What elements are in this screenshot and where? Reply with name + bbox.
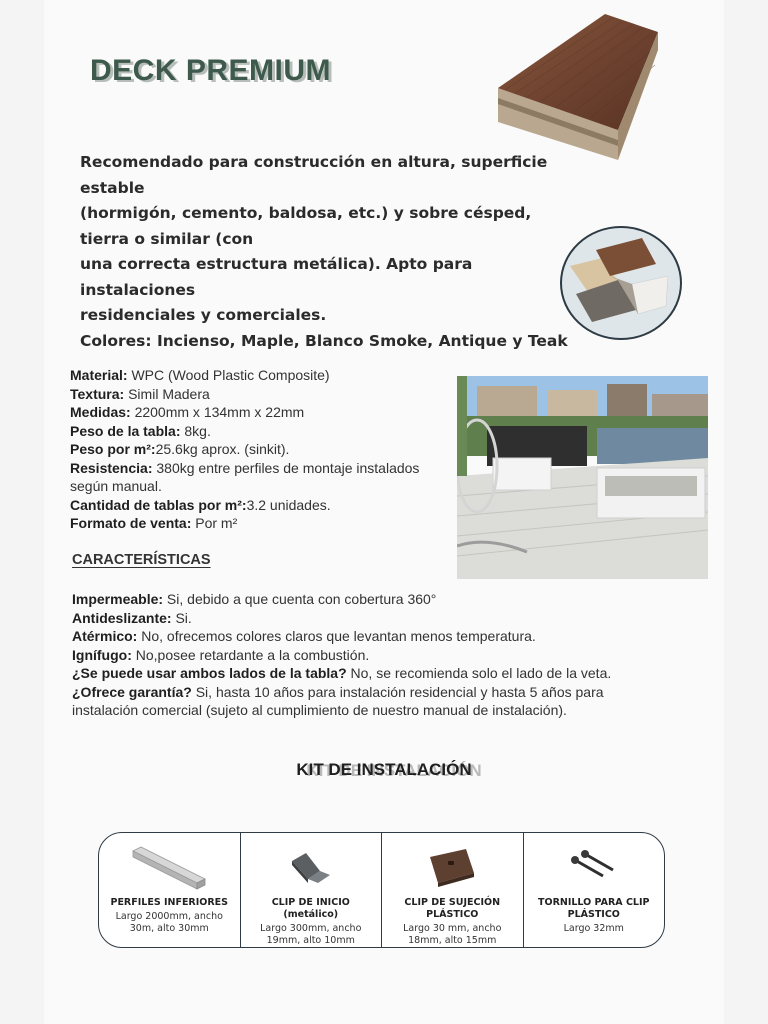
kit-item-desc: Largo 300mm, ancho 19mm, alto 10mm <box>260 923 362 946</box>
page-title: DECK PREMIUM <box>90 54 332 87</box>
feature-value: Si, hasta 10 años para instalación residencial y hasta 5 años para instalación comercial (sujeto al cumplimiento de nuestro manual de instalación). <box>72 683 604 718</box>
feature-value: Si. <box>171 609 192 626</box>
metal-clip-icon <box>241 839 382 895</box>
feature-row <box>72 609 672 628</box>
specs-list <box>70 366 455 533</box>
kit-item-name: CLIP DE SUJECIÓN PLÁSTICO <box>404 897 501 920</box>
terrace-photo <box>457 376 708 579</box>
kit-item-profiles <box>99 833 241 947</box>
kit-item-desc: Largo 32mm <box>563 923 624 934</box>
deck-board-image <box>490 10 660 160</box>
spec-label: Cantidad de tablas por m²: <box>70 496 247 513</box>
spec-row <box>70 459 455 496</box>
title-block <box>90 54 331 88</box>
intro-line: (hormigón, cemento, baldosa, etc.) y sobre césped, tierra o similar (con <box>80 204 532 248</box>
spec-row <box>70 514 455 533</box>
spec-value: WPC (Wood Plastic Composite) <box>127 367 330 383</box>
spec-value: 380kg entre perfiles de montaje instalados según manual. <box>70 459 420 494</box>
feature-value: No,posee retardante a la combustión. <box>131 646 370 663</box>
feature-row <box>72 646 672 665</box>
kit-item-desc: Largo 2000mm, ancho 30m, alto 30mm <box>115 911 223 934</box>
intro-line: residenciales y comerciales. <box>80 306 327 324</box>
spec-row <box>70 496 455 515</box>
feature-label: Ignífugo: <box>72 646 132 663</box>
feature-label: Antideslizante: <box>72 609 172 626</box>
feature-label: ¿Se puede usar ambos lados de la tabla? <box>72 665 347 681</box>
colors-line: Colores: Incienso, Maple, Blanco Smoke, Antique y Teak <box>80 331 568 350</box>
feature-label: Impermeable: <box>72 591 164 607</box>
intro-text <box>80 150 585 354</box>
spec-row <box>70 385 455 404</box>
aluminum-profile-icon <box>99 839 240 895</box>
spec-label: Peso por m²: <box>70 441 156 457</box>
spec-value: 8kg. <box>180 422 211 439</box>
spec-row <box>70 422 455 441</box>
spec-row <box>70 403 455 422</box>
feature-row <box>72 627 672 646</box>
features-list <box>72 590 672 720</box>
kit-item-name: TORNILLO PARA CLIP PLÁSTICO <box>538 897 650 920</box>
kit-item-fastening-clip <box>382 833 524 947</box>
features-heading: CARACTERÍSTICAS <box>72 552 211 568</box>
feature-value: No, ofrecemos colores claros que levantan menos temperatura. <box>137 628 536 644</box>
screws-icon <box>524 839 665 895</box>
spec-value: Simil Madera <box>124 385 210 402</box>
spec-label: Material: <box>70 367 128 383</box>
spec-value: 2200mm x 134mm x 22mm <box>130 404 305 420</box>
feature-row <box>72 683 672 720</box>
plastic-clip-icon <box>382 839 523 895</box>
spec-label: Resistencia: <box>70 459 153 476</box>
spec-row <box>70 440 455 459</box>
kit-table <box>98 832 665 948</box>
intro-line: una correcta estructura metálica). Apto para instalaciones <box>80 255 473 299</box>
spec-label: Peso de la tabla: <box>70 422 181 439</box>
feature-value: Si, debido a que cuenta con cobertura 360° <box>163 591 437 607</box>
kit-item-name: CLIP DE INICIO (metálico) <box>271 897 350 920</box>
feature-label: ¿Ofrece garantía? <box>72 683 192 700</box>
spec-value: Por m² <box>191 515 238 531</box>
kit-item-start-clip <box>241 833 383 947</box>
spec-row <box>70 366 455 385</box>
intro-line: Recomendado para construcción en altura, superficie estable <box>80 153 548 197</box>
spec-value: 25.6kg aprox. (sinkit). <box>155 441 290 457</box>
feature-value: No, se recomienda solo el lado de la veta. <box>346 665 612 681</box>
kit-item-name: PERFILES INFERIORES <box>110 897 229 908</box>
kit-title: KIT DE INSTALACIÓN <box>296 760 472 779</box>
kit-item-screw <box>524 833 665 947</box>
color-samples-image <box>560 226 682 340</box>
feature-row <box>72 590 672 609</box>
feature-label: Atérmico: <box>72 628 138 644</box>
feature-row <box>72 664 672 683</box>
kit-item-desc: Largo 30 mm, ancho 18mm, alto 15mm <box>403 923 502 946</box>
spec-label: Medidas: <box>70 404 131 420</box>
spec-label: Textura: <box>70 385 125 402</box>
spec-value: 3.2 unidades. <box>246 496 331 513</box>
spec-label: Formato de venta: <box>70 515 192 531</box>
